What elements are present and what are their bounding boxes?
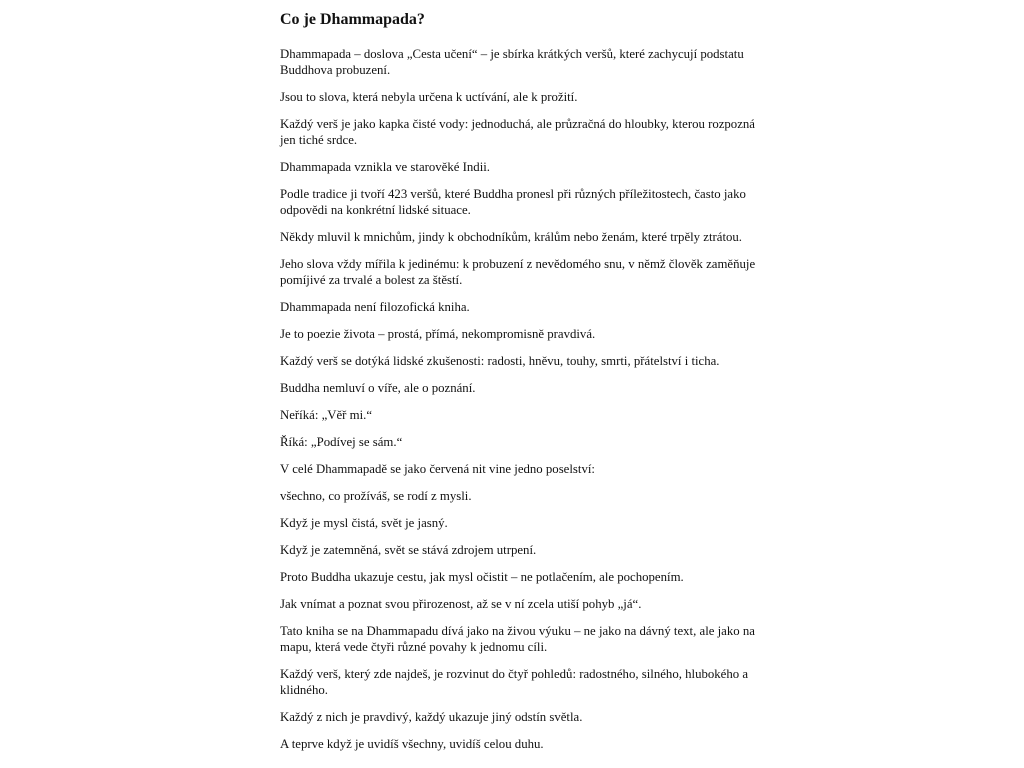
paragraph: Někdy mluvil k mnichům, jindy k obchodníkům, králům nebo ženám, které trpěly ztrátou. [280, 230, 743, 244]
paragraph: Proto Buddha ukazuje cestu, jak mysl očistit – ne potlačením, ale pochopením. [280, 570, 684, 584]
paragraph: Každý verš, který zde najdeš, je rozvinut do čtyř pohledů: radostného, silného, hlubokého a klidného. [280, 667, 749, 697]
paragraph: Dhammapada – doslova „Cesta učení“ – je sbírka krátkých veršů, které zachycují podstatu Buddhova probuzení. [280, 47, 744, 77]
paragraph: Tato kniha se na Dhammapadu dívá jako na živou výuku – ne jako na dávný text, ale jako na mapu, která vede čtyři různé povahy k jednomu cíli. [280, 624, 755, 654]
paragraph: Neříká: „Věř mi.“ [280, 408, 373, 422]
paragraph: všechno, co prožíváš, se rodí z mysli. [280, 489, 472, 503]
paragraph: Dhammapada není filozofická kniha. [280, 300, 470, 314]
paragraph: A teprve když je uvidíš všechny, uvidíš celou duhu. [280, 737, 544, 751]
paragraph: Když je mysl čistá, svět je jasný. [280, 516, 448, 530]
article [280, 10, 760, 763]
paragraph: Dhammapada vznikla ve starověké Indii. [280, 160, 491, 174]
article-body [280, 46, 760, 752]
page-title: Co je Dhammapada? [280, 11, 425, 28]
paragraph: Podle tradice ji tvoří 423 veršů, které Buddha pronesl při různých příležitostech, často jako odpovědi na konkrétní lidské situace. [280, 187, 746, 217]
paragraph: Jeho slova vždy mířila k jedinému: k probuzení z nevědomého snu, v němž člověk zaměňuje pomíjivé za trvalé a bolest za štěstí. [280, 257, 756, 287]
paragraph: Každý verš je jako kapka čisté vody: jednoduchá, ale průzračná do hloubky, kterou rozpozná jen tiché srdce. [280, 117, 755, 147]
paragraph: Když je zatemněná, svět se stává zdrojem utrpení. [280, 543, 537, 557]
paragraph: Jak vnímat a poznat svou přirozenost, až se v ní zcela utiší pohyb „já“. [280, 597, 642, 611]
paragraph: Buddha nemluví o víře, ale o poznání. [280, 381, 476, 395]
paragraph: Říká: „Podívej se sám.“ [280, 435, 403, 449]
paragraph: Jsou to slova, která nebyla určena k uctívání, ale k prožití. [280, 90, 578, 104]
paragraph: Je to poezie života – prostá, přímá, nekompromisně pravdivá. [280, 327, 596, 341]
paragraph: Každý verš se dotýká lidské zkušenosti: radosti, hněvu, touhy, smrti, přátelství i ticha. [280, 354, 720, 368]
paragraph: V celé Dhammapadě se jako červená nit vine jedno poselství: [280, 462, 595, 476]
paragraph: Každý z nich je pravdivý, každý ukazuje jiný odstín světla. [280, 710, 583, 724]
